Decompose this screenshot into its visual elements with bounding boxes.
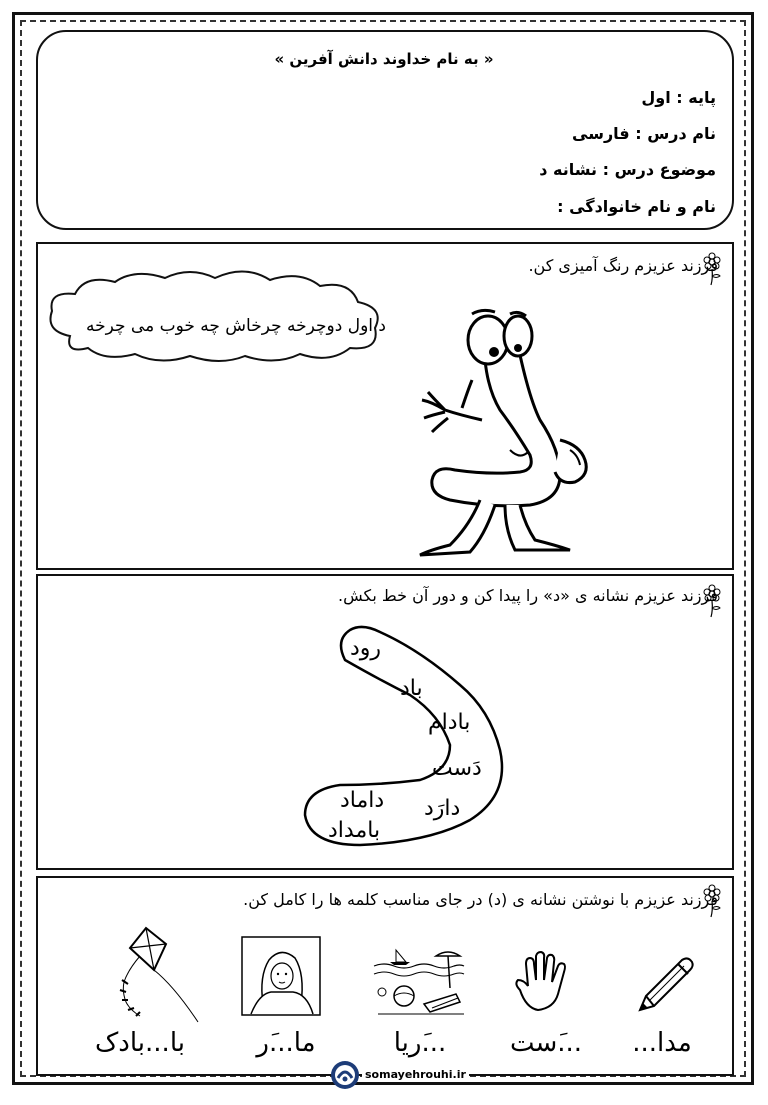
site-url: somayehrouhi.ir — [362, 1068, 469, 1081]
subject-line: نام درس : فارسی — [572, 124, 716, 143]
site-logo-icon — [330, 1060, 360, 1090]
word-item: بادام — [428, 710, 471, 735]
find-letter-instruction: فرزند عزیزم نشانه ی «د» را پیدا کن و دور آن خط بکش. — [338, 586, 718, 605]
kite-icon — [104, 926, 200, 1024]
fill-word-item: ما...َر — [256, 1028, 316, 1058]
name-field-line: نام و نام خانوادگی : — [557, 197, 716, 216]
fill-in-instruction: فرزند عزیزم با نوشتن نشانه ی (د) در جای مناسب کلمه ها را کامل کن. — [243, 890, 718, 909]
word-item: باد — [400, 676, 423, 701]
word-item: داماد — [340, 788, 385, 813]
word-item: بامداد — [328, 818, 381, 843]
word-item: رود — [350, 636, 382, 661]
cloud-text: د اول دوچرخه چرخاش چه خوب می چرخه — [85, 316, 386, 336]
mother-icon — [241, 936, 321, 1016]
topic-line: موضوع درس : نشانه د — [539, 160, 716, 179]
fill-word-item: ...َست — [509, 1028, 583, 1058]
hand-icon — [510, 950, 574, 1016]
word-item: دارَد — [424, 796, 461, 821]
word-item: دَست — [432, 756, 482, 781]
fill-word-item: مدا... — [632, 1028, 692, 1058]
beach-icon — [374, 944, 464, 1018]
fill-word-item: با...بادک — [95, 1028, 185, 1058]
page-title: « به نام خداوند دانش آفرین » — [274, 50, 494, 68]
dal-character-icon — [410, 300, 630, 560]
grade-line: پایه : اول — [641, 88, 716, 107]
pencil-icon — [634, 952, 696, 1016]
coloring-instruction: فرزند عزیزم رنگ آمیزی کن. — [528, 256, 718, 275]
fill-word-item: ...َریا — [393, 1028, 447, 1058]
